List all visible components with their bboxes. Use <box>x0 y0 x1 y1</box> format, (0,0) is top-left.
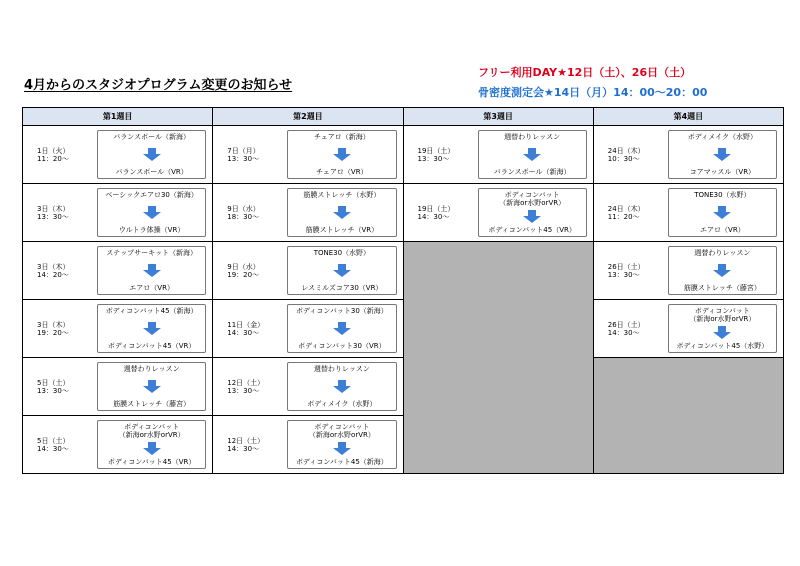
old-program: 筋膜ストレッチ（水野） <box>303 191 381 199</box>
program-box <box>478 130 587 179</box>
date-time <box>213 300 287 357</box>
date-label: 3日（木） <box>37 320 70 329</box>
old-program: ボディコンバット30（新海） <box>295 307 388 315</box>
time-label: 13：30～ <box>227 386 260 395</box>
schedule-cell <box>23 242 213 300</box>
date-time <box>213 242 287 299</box>
time-label: 14：30～ <box>227 444 260 453</box>
arrow-down-icon <box>713 206 731 219</box>
old-program: バランスボール（新海） <box>113 133 190 141</box>
program-box <box>478 188 587 237</box>
date-time <box>404 184 478 241</box>
arrow-down-icon <box>143 148 161 161</box>
time-label: 13：30～ <box>607 270 640 279</box>
date-time <box>23 184 97 241</box>
arrow-down-icon <box>713 148 731 161</box>
new-program: ウルトラ体操（VR） <box>118 226 185 234</box>
new-program: チェアロ（VR） <box>316 168 368 176</box>
new-program: ボディコンバット45（水野） <box>676 342 769 350</box>
program-box <box>97 362 206 411</box>
schedule-cell <box>593 242 783 300</box>
program-box <box>97 188 206 237</box>
program-box <box>668 188 777 237</box>
program-box <box>287 420 396 469</box>
new-program: ボディコンバット45（VR） <box>107 342 196 350</box>
program-box <box>287 362 396 411</box>
new-program: ボディコンバット45（VR） <box>107 458 196 466</box>
cell-content <box>23 358 212 415</box>
arrow-down-icon <box>143 380 161 393</box>
program-box <box>97 130 206 179</box>
page-title: 4月からのスタジオプログラム変更のお知らせ <box>24 78 293 93</box>
old-program: 週替わりレッスン <box>313 365 370 373</box>
date-label: 11日（金） <box>227 320 265 329</box>
cell-content <box>404 184 593 241</box>
week-header: 第1週目 <box>23 108 213 126</box>
arrow-down-icon <box>143 442 161 455</box>
program-box <box>287 246 396 295</box>
date-time <box>213 184 287 241</box>
arrow-down-icon <box>523 210 541 223</box>
cell-content <box>213 184 402 241</box>
cell-content <box>594 242 783 299</box>
cell-content <box>213 358 402 415</box>
old-program: 週替わりレッスン <box>504 133 561 141</box>
new-program: コアマッスル（VR） <box>689 168 756 176</box>
gray-area <box>593 358 783 474</box>
date-label: 7日（月） <box>227 146 260 155</box>
cell-content <box>404 126 593 183</box>
schedule-cell <box>213 242 403 300</box>
free-day-notice: フリー利用DAY★12日（土）、26日（土） <box>478 66 692 79</box>
time-label: 10：30～ <box>607 154 640 163</box>
schedule-cell <box>593 184 783 242</box>
date-time <box>594 242 668 299</box>
date-time <box>213 126 287 183</box>
cell-content <box>594 300 783 357</box>
time-label: 13：30～ <box>37 212 69 221</box>
program-box <box>668 246 777 295</box>
schedule-cell <box>23 416 213 474</box>
cell-content <box>594 126 783 183</box>
program-box <box>668 130 777 179</box>
cell-content <box>213 126 402 183</box>
table-row <box>23 126 784 184</box>
table-row <box>23 242 784 300</box>
cell-content <box>23 184 212 241</box>
cell-content <box>23 126 212 183</box>
schedule-table <box>22 107 784 474</box>
arrow-down-icon <box>143 322 161 335</box>
week-header: 第3週目 <box>403 108 593 126</box>
date-label: 26日（土） <box>607 320 645 329</box>
schedule-cell <box>23 184 213 242</box>
program-box <box>287 130 396 179</box>
old-program: ボディコンバット （新海or水野orVR） <box>689 307 756 323</box>
schedule-cell <box>23 358 213 416</box>
old-program: ステップサーキット（新海） <box>106 249 197 257</box>
cell-content <box>213 242 402 299</box>
date-label: 1日（火） <box>37 146 70 155</box>
date-label: 3日（木） <box>37 262 70 271</box>
time-label: 14：30～ <box>227 328 260 337</box>
date-time <box>594 184 668 241</box>
date-label: 19日（土） <box>417 204 455 213</box>
schedule-cell <box>213 126 403 184</box>
arrow-down-icon <box>713 264 731 277</box>
gray-area <box>403 242 593 474</box>
new-program: バランスボール（新海） <box>493 168 571 176</box>
old-program: ボディコンバット （新海or水野orVR） <box>308 423 375 439</box>
arrow-down-icon <box>143 264 161 277</box>
time-label: 14：30～ <box>417 212 450 221</box>
schedule-cell <box>593 126 783 184</box>
cell-content <box>594 184 783 241</box>
date-time <box>23 416 97 473</box>
time-label: 13：30～ <box>227 154 260 163</box>
time-label: 18：30～ <box>227 212 260 221</box>
time-label: 11：20～ <box>37 154 69 163</box>
table-row <box>23 184 784 242</box>
arrow-down-icon <box>333 442 351 455</box>
date-time <box>23 358 97 415</box>
time-label: 13：30～ <box>37 386 69 395</box>
new-program: 筋膜ストレッチ（藤宮） <box>113 400 191 408</box>
old-program: ボディコンバット （新海or水野orVR） <box>499 191 566 207</box>
week-header: 第4週目 <box>593 108 783 126</box>
schedule-cell <box>403 184 593 242</box>
cell-content <box>23 416 212 473</box>
date-time <box>23 126 97 183</box>
header-row <box>23 108 784 126</box>
date-label: 24日（木） <box>607 204 645 213</box>
date-time <box>213 416 287 473</box>
new-program: 筋膜ストレッチ（VR） <box>305 226 379 234</box>
arrow-down-icon <box>333 380 351 393</box>
program-box <box>287 304 396 353</box>
old-program: ボディメイク（水野） <box>687 133 757 141</box>
date-time <box>594 300 668 357</box>
date-time <box>213 358 287 415</box>
new-program: ボディコンバット45（新海） <box>295 458 388 466</box>
new-program: ボディコンバット45（VR） <box>488 226 576 234</box>
week-header: 第2週目 <box>213 108 403 126</box>
time-label: 19：20～ <box>227 270 260 279</box>
date-time <box>594 126 668 183</box>
date-label: 9日（水） <box>227 204 260 213</box>
program-box <box>668 304 777 353</box>
schedule-cell <box>213 300 403 358</box>
old-program: 週替わりレッスン <box>694 249 751 257</box>
date-label: 5日（土） <box>37 378 70 387</box>
time-label: 14：20～ <box>37 270 69 279</box>
schedule-cell <box>213 358 403 416</box>
date-label: 12日（土） <box>227 436 265 445</box>
schedule-cell <box>23 300 213 358</box>
date-label: 3日（木） <box>37 204 70 213</box>
arrow-down-icon <box>333 206 351 219</box>
cell-content <box>213 416 402 473</box>
new-program: バランスボール（VR） <box>115 168 188 176</box>
schedule-cell <box>403 126 593 184</box>
schedule-cell <box>213 416 403 474</box>
date-time <box>404 126 478 183</box>
date-label: 19日（土） <box>417 146 455 155</box>
arrow-down-icon <box>333 264 351 277</box>
new-program: エアロ（VR） <box>700 226 745 234</box>
arrow-down-icon <box>143 206 161 219</box>
new-program: ボディメイク（水野） <box>307 400 377 408</box>
time-label: 19：20～ <box>37 328 69 337</box>
cell-content <box>23 242 212 299</box>
new-program: 筋膜ストレッチ（藤宮） <box>683 284 761 292</box>
schedule-cell <box>593 300 783 358</box>
date-label: 12日（土） <box>227 378 265 387</box>
date-label: 5日（土） <box>37 436 70 445</box>
old-program: TONE30（水野） <box>313 249 371 257</box>
arrow-down-icon <box>523 148 541 161</box>
time-label: 14：30～ <box>607 328 640 337</box>
bone-density-notice: 骨密度測定会★14日（月）14：00～20：00 <box>478 86 708 99</box>
time-label: 14：30～ <box>37 444 69 453</box>
old-program: 週替わりレッスン <box>123 365 180 373</box>
old-program: ボディコンバット （新海or水野orVR） <box>118 423 185 439</box>
date-label: 24日（木） <box>607 146 645 155</box>
arrow-down-icon <box>333 148 351 161</box>
old-program: TONE30（水野） <box>694 191 751 199</box>
date-label: 9日（水） <box>227 262 260 271</box>
new-program: エアロ（VR） <box>129 284 174 292</box>
arrow-down-icon <box>333 322 351 335</box>
time-label: 13：30～ <box>417 154 450 163</box>
new-program: ボディコンバット30（VR） <box>298 342 386 350</box>
old-program: チェアロ（新海） <box>313 133 370 141</box>
program-box <box>97 246 206 295</box>
date-time <box>23 300 97 357</box>
time-label: 11：20～ <box>607 212 640 221</box>
program-box <box>97 420 206 469</box>
old-program: ベーシックエアロ30（新海） <box>105 191 198 199</box>
date-time <box>23 242 97 299</box>
cell-content <box>213 300 402 357</box>
schedule-cell <box>23 126 213 184</box>
schedule-cell <box>213 184 403 242</box>
program-box <box>97 304 206 353</box>
program-box <box>287 188 396 237</box>
old-program: ボディコンバット45（新海） <box>105 307 198 315</box>
cell-content <box>23 300 212 357</box>
date-label: 26日（土） <box>607 262 645 271</box>
arrow-down-icon <box>713 326 731 339</box>
new-program: レスミルズコア30（VR） <box>301 284 383 292</box>
